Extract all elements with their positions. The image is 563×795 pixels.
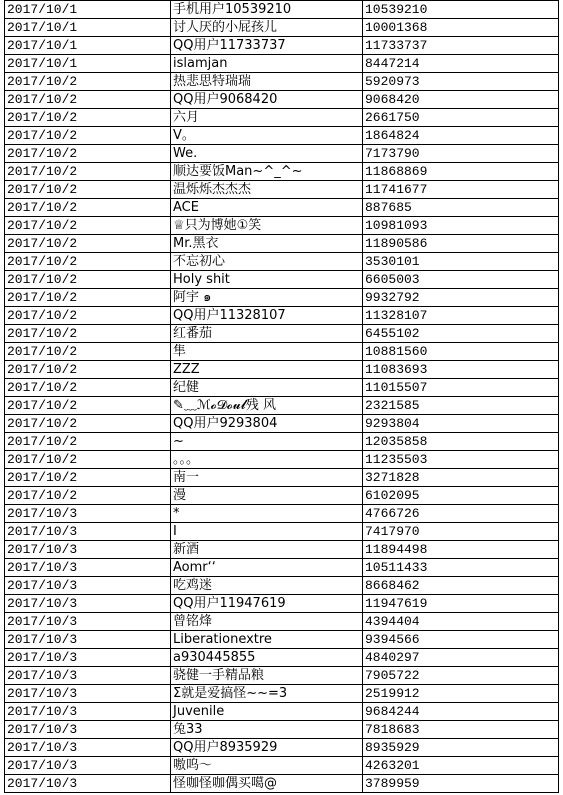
table-row [5, 541, 559, 559]
date-cell[interactable]: 2017/10/2 [5, 325, 171, 343]
table-row [5, 289, 559, 307]
user-id-cell[interactable]: 4766726 [363, 505, 559, 523]
user-id-cell[interactable]: 3789959 [363, 775, 559, 793]
table-row [5, 271, 559, 289]
username-cell[interactable]: 纪健 [171, 379, 363, 397]
date-cell[interactable]: 2017/10/2 [5, 181, 171, 199]
username-cell[interactable]: 手机用户10539210 [171, 1, 363, 19]
table-row [5, 379, 559, 397]
user-id-cell[interactable]: 11890586 [363, 235, 559, 253]
date-cell[interactable]: 2017/10/2 [5, 271, 171, 289]
date-cell[interactable]: 2017/10/3 [5, 685, 171, 703]
user-id-cell[interactable]: 7818683 [363, 721, 559, 739]
table-row [5, 487, 559, 505]
spreadsheet-table [4, 0, 559, 793]
username-cell[interactable]: QQ用户11947619 [171, 595, 363, 613]
table-row [5, 613, 559, 631]
date-cell[interactable]: 2017/10/3 [5, 523, 171, 541]
date-cell[interactable]: 2017/10/2 [5, 361, 171, 379]
username-cell[interactable]: QQ用户9068420 [171, 91, 363, 109]
username-cell[interactable]: * [171, 505, 363, 523]
table-row [5, 505, 559, 523]
user-id-cell[interactable]: 887685 [363, 199, 559, 217]
table-row [5, 649, 559, 667]
table-row [5, 235, 559, 253]
date-cell[interactable]: 2017/10/3 [5, 541, 171, 559]
date-cell[interactable]: 2017/10/3 [5, 775, 171, 793]
user-id-cell[interactable]: 11947619 [363, 595, 559, 613]
user-id-cell[interactable]: 11741677 [363, 181, 559, 199]
user-id-cell[interactable]: 9293804 [363, 415, 559, 433]
user-id-cell[interactable]: 2661750 [363, 109, 559, 127]
user-id-cell[interactable]: 11328107 [363, 307, 559, 325]
user-id-cell[interactable]: 8447214 [363, 55, 559, 73]
user-id-cell[interactable]: 10539210 [363, 1, 559, 19]
user-id-cell[interactable]: 10881560 [363, 343, 559, 361]
date-cell[interactable]: 2017/10/2 [5, 289, 171, 307]
user-id-cell[interactable]: 7417970 [363, 523, 559, 541]
date-cell[interactable]: 2017/10/2 [5, 217, 171, 235]
username-cell[interactable]: QQ用户11328107 [171, 307, 363, 325]
date-cell[interactable]: 2017/10/2 [5, 199, 171, 217]
date-cell[interactable]: 2017/10/2 [5, 379, 171, 397]
table-row [5, 181, 559, 199]
user-id-cell[interactable]: 4263201 [363, 757, 559, 775]
user-id-cell[interactable]: 5920973 [363, 73, 559, 91]
date-cell[interactable]: 2017/10/2 [5, 307, 171, 325]
table-row [5, 703, 559, 721]
user-id-cell[interactable]: 7905722 [363, 667, 559, 685]
username-cell[interactable]: Aomr‘‘ [171, 559, 363, 577]
user-id-cell[interactable]: 2321585 [363, 397, 559, 415]
date-cell[interactable]: 2017/10/2 [5, 73, 171, 91]
user-id-cell[interactable]: 6455102 [363, 325, 559, 343]
table-row [5, 469, 559, 487]
user-id-cell[interactable]: 1864824 [363, 127, 559, 145]
username-cell[interactable]: Juvenile [171, 703, 363, 721]
username-cell[interactable]: 红番茄 [171, 325, 363, 343]
user-id-cell[interactable]: 9684244 [363, 703, 559, 721]
user-id-cell[interactable]: 6605003 [363, 271, 559, 289]
date-cell[interactable]: 2017/10/3 [5, 703, 171, 721]
date-cell[interactable]: 2017/10/2 [5, 469, 171, 487]
username-cell[interactable]: ✎﹏ℳ𝓸𝓓𝓸𝓾𝓵残 风 [171, 397, 363, 415]
user-id-cell[interactable]: 9394566 [363, 631, 559, 649]
username-cell[interactable]: 不忘初心 [171, 253, 363, 271]
date-cell[interactable]: 2017/10/2 [5, 163, 171, 181]
table-row [5, 37, 559, 55]
table-row [5, 1, 559, 19]
username-cell[interactable]: 漫 [171, 487, 363, 505]
date-cell[interactable]: 2017/10/3 [5, 505, 171, 523]
user-id-cell[interactable]: 3271828 [363, 469, 559, 487]
username-cell[interactable]: 六月 [171, 109, 363, 127]
table-row [5, 307, 559, 325]
user-id-cell[interactable]: 3530101 [363, 253, 559, 271]
user-id-cell[interactable]: 4840297 [363, 649, 559, 667]
username-cell[interactable]: 骁健一手精品粮 [171, 667, 363, 685]
table-row [5, 451, 559, 469]
user-id-cell[interactable]: 11733737 [363, 37, 559, 55]
table-row [5, 595, 559, 613]
username-cell[interactable]: islamjan [171, 55, 363, 73]
date-cell[interactable]: 2017/10/3 [5, 649, 171, 667]
date-cell[interactable]: 2017/10/1 [5, 19, 171, 37]
user-id-cell[interactable]: 9068420 [363, 91, 559, 109]
username-cell[interactable]: QQ用户11733737 [171, 37, 363, 55]
username-cell[interactable]: I [171, 523, 363, 541]
username-cell[interactable]: 热悲思特瑞瑞 [171, 73, 363, 91]
date-cell[interactable]: 2017/10/2 [5, 343, 171, 361]
date-cell[interactable]: 2017/10/2 [5, 397, 171, 415]
user-id-cell[interactable]: 10511433 [363, 559, 559, 577]
date-cell[interactable]: 2017/10/2 [5, 433, 171, 451]
table-row [5, 415, 559, 433]
user-id-cell[interactable]: 9932792 [363, 289, 559, 307]
date-cell[interactable]: 2017/10/1 [5, 1, 171, 19]
username-cell[interactable]: ACE [171, 199, 363, 217]
username-cell[interactable]: QQ用户9293804 [171, 415, 363, 433]
user-id-cell[interactable]: 11868869 [363, 163, 559, 181]
table-row [5, 91, 559, 109]
user-id-cell[interactable]: 8935929 [363, 739, 559, 757]
date-cell[interactable]: 2017/10/2 [5, 127, 171, 145]
table-row [5, 361, 559, 379]
date-cell[interactable]: 2017/10/3 [5, 577, 171, 595]
table-row [5, 343, 559, 361]
username-cell[interactable]: 曾铭烽 [171, 613, 363, 631]
username-cell[interactable]: Mr.黑衣 [171, 235, 363, 253]
user-id-cell[interactable]: 11083693 [363, 361, 559, 379]
username-cell[interactable]: 讨人厌的小屁孩儿 [171, 19, 363, 37]
user-id-cell[interactable]: 10981093 [363, 217, 559, 235]
user-id-cell[interactable]: 7173790 [363, 145, 559, 163]
date-cell[interactable]: 2017/10/2 [5, 415, 171, 433]
table-row [5, 775, 559, 793]
user-id-cell[interactable]: 11235503 [363, 451, 559, 469]
user-id-cell[interactable]: 11015507 [363, 379, 559, 397]
username-cell[interactable]: 吃鸡迷 [171, 577, 363, 595]
date-cell[interactable]: 2017/10/3 [5, 739, 171, 757]
table-row [5, 253, 559, 271]
table-row [5, 163, 559, 181]
username-cell[interactable]: 。。。 [171, 451, 363, 469]
username-cell[interactable]: 新酒 [171, 541, 363, 559]
date-cell[interactable]: 2017/10/3 [5, 613, 171, 631]
username-cell[interactable]: 顺达要饭Man~^_^~ [171, 163, 363, 181]
date-cell[interactable]: 2017/10/2 [5, 145, 171, 163]
user-id-cell[interactable]: 12035858 [363, 433, 559, 451]
date-cell[interactable]: 2017/10/3 [5, 595, 171, 613]
table-row [5, 685, 559, 703]
table-row [5, 523, 559, 541]
date-cell[interactable]: 2017/10/3 [5, 631, 171, 649]
date-cell[interactable]: 2017/10/3 [5, 559, 171, 577]
username-cell[interactable]: 嗷呜～ [171, 757, 363, 775]
date-cell[interactable]: 2017/10/2 [5, 109, 171, 127]
date-cell[interactable]: 2017/10/1 [5, 37, 171, 55]
date-cell[interactable]: 2017/10/2 [5, 451, 171, 469]
date-cell[interactable]: 2017/10/3 [5, 721, 171, 739]
table-row [5, 559, 559, 577]
date-cell[interactable]: 2017/10/3 [5, 757, 171, 775]
table-row [5, 667, 559, 685]
table-row [5, 739, 559, 757]
date-cell[interactable]: 2017/10/2 [5, 235, 171, 253]
date-cell[interactable]: 2017/10/3 [5, 667, 171, 685]
username-cell[interactable]: V。 [171, 127, 363, 145]
table-row [5, 433, 559, 451]
table-row [5, 55, 559, 73]
table-row [5, 127, 559, 145]
username-cell[interactable]: 兔33 [171, 721, 363, 739]
date-cell[interactable]: 2017/10/2 [5, 253, 171, 271]
spreadsheet-body [5, 1, 559, 793]
table-row [5, 109, 559, 127]
username-cell[interactable]: Σ就是爱搞怪~~=3 [171, 685, 363, 703]
username-cell[interactable]: ~ [171, 433, 363, 451]
user-id-cell[interactable]: 6102095 [363, 487, 559, 505]
table-row [5, 73, 559, 91]
username-cell[interactable]: QQ用户8935929 [171, 739, 363, 757]
table-row [5, 145, 559, 163]
user-id-cell[interactable]: 10001368 [363, 19, 559, 37]
username-cell[interactable]: We. [171, 145, 363, 163]
username-cell[interactable]: 南一 [171, 469, 363, 487]
table-row [5, 631, 559, 649]
table-row [5, 19, 559, 37]
username-cell[interactable]: 隼 [171, 343, 363, 361]
user-id-cell[interactable]: 11894498 [363, 541, 559, 559]
date-cell[interactable]: 2017/10/1 [5, 55, 171, 73]
table-row [5, 199, 559, 217]
table-row [5, 577, 559, 595]
table-row [5, 397, 559, 415]
table-row [5, 325, 559, 343]
table-row [5, 721, 559, 739]
user-id-cell[interactable]: 2519912 [363, 685, 559, 703]
username-cell[interactable]: ZZZ [171, 361, 363, 379]
username-cell[interactable]: 阿宇 ๑ [171, 289, 363, 307]
username-cell[interactable]: Liberationextre [171, 631, 363, 649]
username-cell[interactable]: Holy shit [171, 271, 363, 289]
date-cell[interactable]: 2017/10/2 [5, 91, 171, 109]
username-cell[interactable]: ♕只为博她①笑 [171, 217, 363, 235]
date-cell[interactable]: 2017/10/2 [5, 487, 171, 505]
username-cell[interactable]: 温烁烁杰杰杰 [171, 181, 363, 199]
table-row [5, 217, 559, 235]
user-id-cell[interactable]: 8668462 [363, 577, 559, 595]
username-cell[interactable]: a930445855 [171, 649, 363, 667]
table-row [5, 757, 559, 775]
username-cell[interactable]: 怪咖怪咖偶买噶@ [171, 775, 363, 793]
user-id-cell[interactable]: 4394404 [363, 613, 559, 631]
